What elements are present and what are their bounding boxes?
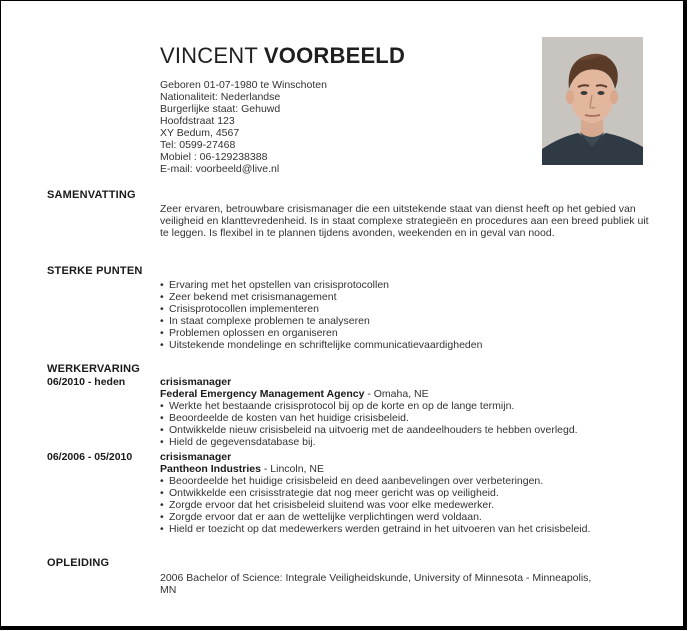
job-duties (160, 400, 650, 448)
job-title: crisismanager (160, 376, 232, 388)
list-item: • In staat complexe problemen te analyseren (160, 315, 650, 327)
candidate-name (160, 43, 405, 69)
list-item: • Zorgde ervoor dat er aan de wettelijke verplichtingen werd voldaan. (160, 511, 650, 523)
contact-city: XY Bedum, 4567 (160, 127, 240, 139)
job-dates: 06/2010 - heden (47, 376, 126, 388)
job-employer (160, 463, 650, 475)
profile-photo (542, 37, 643, 165)
list-item: • Zorgde ervoor dat het crisisbeleid sluitend was voor elke medewerker. (160, 499, 650, 511)
experience-heading: WERKERVARING (47, 363, 141, 375)
job-company: Federal Emergency Management Agency (160, 388, 365, 400)
job-title: crisismanager (160, 451, 232, 463)
strengths-content (160, 279, 650, 351)
contact-phone: Tel: 0599-27468 (160, 139, 236, 151)
list-item: • Ontwikkelde een crisisstrategie dat nog meer gericht was op veiligheid. (160, 487, 650, 499)
education-text: 2006 Bachelor of Science: Integrale Veiligheidskunde, University of Minnesota - Minneapolis, MN (160, 572, 592, 596)
contact-email: E-mail: voorbeeld@live.nl (160, 163, 280, 175)
list-item: • Hield er toezicht op dat medewerkers werden getraind in het uitvoeren van het crisisbeleid. (160, 523, 650, 535)
list-item: • Ontwikkelde nieuw crisisbeleid na uitvoerig met de aandeelhouders te hebben overlegd. (160, 424, 650, 436)
list-item: • Uitstekende mondelinge en schriftelijke communicatievaardigheden (160, 339, 650, 351)
summary-heading: SAMENVATTING (47, 189, 136, 201)
strengths-heading: STERKE PUNTEN (47, 265, 143, 277)
job-dates: 06/2006 - 05/2010 (47, 451, 133, 463)
summary-text: Zeer ervaren, betrouwbare crisismanager die een uitstekende staat van dienst heeft op het gebied van veiligheid en klanttevredenheid. Is in staat complexe strategieën en procedures aan een breed publiek uit te leggen. Is flexibel in te plannen tijdens avonden, weekenden en in geval van nood. (160, 203, 649, 239)
list-item: • Zeer bekend met crisismanagement (160, 291, 650, 303)
list-item: • Hield de gegevensdatabase bij. (160, 436, 650, 448)
contact-street: Hoofdstraat 123 (160, 115, 235, 127)
job-duties (160, 475, 650, 535)
education-heading: OPLEIDING (47, 557, 110, 569)
list-item: • Crisisprotocollen implementeren (160, 303, 650, 315)
contact-birth: Geboren 01-07-1980 te Winschoten (160, 79, 327, 91)
job-details (160, 451, 650, 535)
contact-nationality: Nationaliteit: Nederlandse (160, 91, 281, 103)
list-item: • Problemen oplossen en organiseren (160, 327, 650, 339)
contact-marital-status: Burgerlijke staat: Gehuwd (160, 103, 281, 115)
job-company: Pantheon Industries (160, 463, 261, 475)
list-item: • Ervaring met het opstellen van crisisprotocollen (160, 279, 650, 291)
job-location: - Lincoln, NE (260, 463, 324, 475)
job-location: - Omaha, NE (364, 388, 429, 400)
summary-content (160, 203, 650, 239)
education-content (160, 572, 600, 596)
job-employer (160, 388, 650, 400)
contact-mobile: Mobiel : 06-129238388 (160, 151, 268, 163)
last-name: VOORBEELD (263, 43, 406, 68)
list-item: • Beoordeelde het huidige crisisbeleid en deed aanbevelingen over verbeteringen. (160, 475, 650, 487)
list-item: • Werkte het bestaande crisisprotocol bij op de korte en op de lange termijn. (160, 400, 650, 412)
list-item: • Beoordeelde de kosten van het huidige crisisbeleid. (160, 412, 650, 424)
strengths-list (160, 279, 650, 351)
contact-info (160, 79, 520, 175)
job-details (160, 376, 650, 448)
first-name: VINCENT (160, 43, 258, 68)
